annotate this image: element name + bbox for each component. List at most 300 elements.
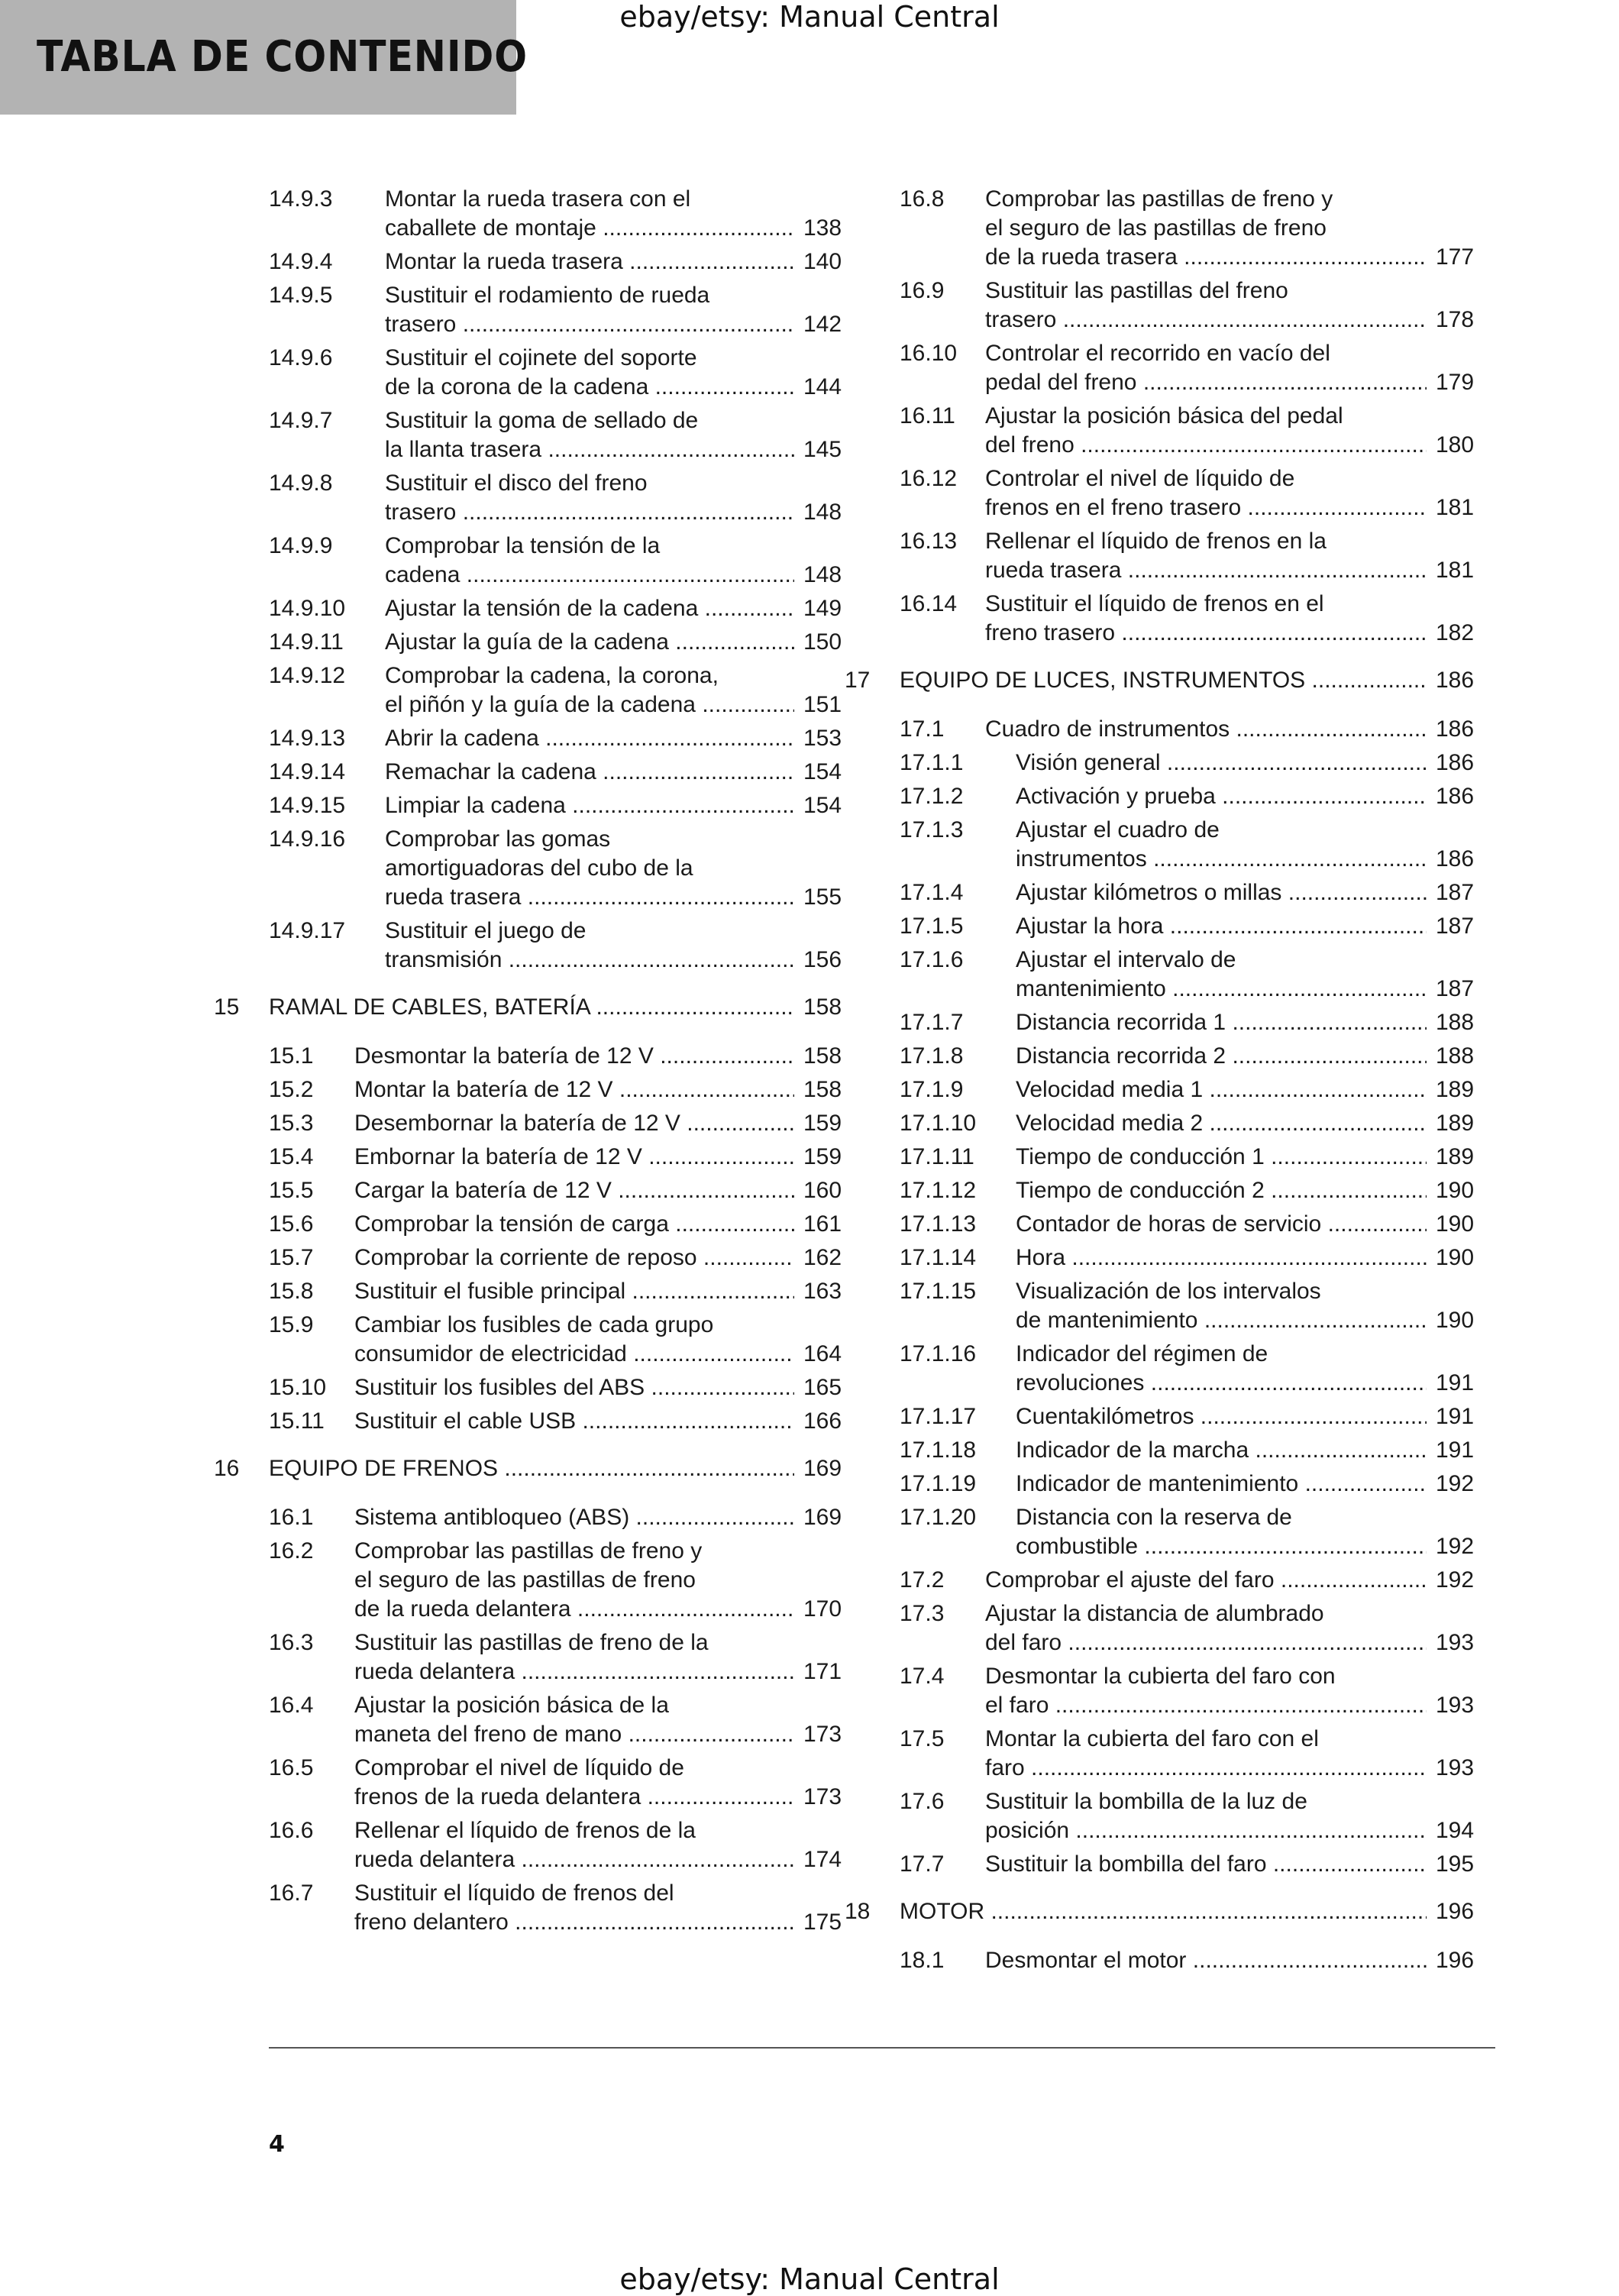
toc-entry-number: 14.9.12 [269,663,346,688]
toc-section-number: 17 [845,668,871,693]
toc-entry[interactable] [900,816,1495,874]
toc-page-number: 165 [803,1375,842,1400]
toc-entry-number: 17.3 [900,1601,945,1626]
toc-entry[interactable] [900,1143,1495,1172]
toc-page-number: 161 [803,1211,842,1237]
toc-page-number: 173 [803,1722,842,1747]
toc-entry[interactable] [900,749,1495,778]
toc-section[interactable] [845,666,1495,695]
toc-title-line: mantenimiento ..... [1016,975,1427,1004]
toc-title-line: EQUIPO DE FRENOS ..... [269,1454,794,1483]
toc-page-number: 177 [1436,244,1475,270]
toc-title-line: el piñón y la guía de la cadena ..... [385,690,794,720]
toc-entry[interactable] [269,1373,863,1402]
toc-section-number: 15 [214,994,240,1020]
toc-entry-number: 14.9.6 [269,345,333,370]
toc-title-line: Limpiar la cadena ..... [385,791,794,820]
toc-entry[interactable] [269,1277,863,1306]
toc-entry-number: 15.10 [269,1375,327,1400]
toc-section[interactable] [214,993,863,1022]
toc-page-number: 195 [1436,1851,1475,1877]
toc-title-line: maneta del freno de mano ..... [354,1720,794,1749]
toc-title-line: Distancia recorrida 2 ..... [1016,1042,1427,1071]
toc-left-column [214,185,863,1942]
toc-title-line: Ajustar la posición básica de la [354,1693,669,1718]
toc-title-line: combustible ..... [1016,1532,1427,1561]
toc-entry[interactable] [900,1042,1495,1071]
toc-page-number: 158 [803,994,842,1020]
toc-entry[interactable] [269,1176,863,1205]
toc-entry[interactable] [269,1210,863,1239]
toc-title-line: Ajustar la posición básica del pedal [985,403,1343,428]
toc-entry[interactable] [900,782,1495,811]
toc-page-number: 194 [1436,1818,1475,1843]
toc-entry[interactable] [269,1311,863,1369]
toc-title-line: Desmontar la batería de 12 V ..... [354,1042,794,1071]
toc-entry[interactable] [900,715,1495,744]
toc-page-number: 159 [803,1111,842,1136]
toc-right-column [845,185,1495,1980]
toc-page-number: 192 [1436,1534,1475,1559]
toc-entry[interactable] [900,912,1495,941]
toc-entry[interactable] [900,590,1495,648]
toc-page-number: 166 [803,1408,842,1434]
toc-entry[interactable] [900,1566,1495,1595]
toc-title-line: Montar la batería de 12 V ..... [354,1075,794,1104]
toc-page-number: 138 [803,215,842,241]
toc-title-line: Sustituir el juego de [385,918,587,943]
toc-title-line: Ajustar kilómetros o millas ..... [1016,878,1427,907]
toc-entry[interactable] [900,464,1495,522]
toc-page-number: 193 [1436,1693,1475,1718]
toc-title-line: Ajustar la tensión de la cadena ..... [385,594,794,623]
toc-entry-number: 14.9.3 [269,186,333,212]
toc-page-number: 158 [803,1077,842,1102]
toc-entry[interactable] [269,1143,863,1172]
toc-entry[interactable] [900,1725,1495,1783]
toc-entry-number: 17.5 [900,1726,945,1751]
toc-title-line: Desembornar la batería de 12 V ..... [354,1109,794,1138]
toc-title-line: Comprobar las pastillas de freno y [354,1538,703,1564]
toc-title-line: de la corona de la cadena ..... [385,373,794,402]
toc-entry[interactable] [900,1787,1495,1845]
toc-title-line: Tiempo de conducción 2 ..... [1016,1176,1427,1205]
toc-entry[interactable] [900,402,1495,460]
toc-page-number: 154 [803,759,842,784]
toc-title-line: Remachar la cadena ..... [385,758,794,787]
toc-page-number: 189 [1436,1077,1475,1102]
toc-title-line: Cargar la batería de 12 V ..... [354,1176,794,1205]
toc-title-line: Distancia con la reserva de [1016,1505,1292,1530]
toc-entry-number: 14.9.8 [269,471,333,496]
toc-entry[interactable] [269,1109,863,1138]
toc-title-line: Cambiar los fusibles de cada grupo [354,1312,714,1337]
toc-entry[interactable] [900,276,1495,335]
toc-entry-number: 17.1.16 [900,1341,977,1366]
toc-page-number: 191 [1436,1370,1475,1395]
toc-entry-number: 17.1.20 [900,1505,977,1530]
toc-title-line: el seguro de las pastillas de freno [354,1567,696,1593]
toc-title-line: Sustituir el líquido de frenos en el [985,591,1324,616]
toc-title-line: rueda trasera ..... [385,883,794,912]
toc-page-number: 150 [803,629,842,655]
toc-entry-number: 14.9.11 [269,629,344,655]
toc-entry-number: 17.1.17 [900,1404,977,1429]
toc-title-line: de la rueda trasera ..... [985,243,1427,272]
toc-entry-number: 14.9.13 [269,726,346,751]
toc-entry[interactable] [900,1503,1495,1561]
toc-title-line: Montar la cubierta del faro con el [985,1726,1319,1751]
toc-entry-number: 16.9 [900,278,945,303]
toc-entry-number: 17.1.13 [900,1211,977,1237]
toc-title-line: cadena ..... [385,561,794,590]
toc-entry-number: 15.7 [269,1245,314,1270]
toc-page-number: 174 [803,1847,842,1872]
toc-title-line: consumidor de electricidad ..... [354,1340,794,1369]
toc-page-number: 163 [803,1279,842,1304]
toc-title-line: Comprobar el nivel de líquido de [354,1755,684,1780]
toc-entry-number: 17.1.15 [900,1279,977,1304]
toc-page-number: 191 [1436,1404,1475,1429]
toc-title-line: Ajustar la distancia de alumbrado [985,1601,1324,1626]
toc-title-line: Sustituir la bombilla de la luz de [985,1789,1307,1814]
toc-entry[interactable] [269,1816,863,1874]
toc-page-number: 148 [803,562,842,587]
toc-entry[interactable] [900,1946,1495,1975]
toc-entry[interactable] [900,1850,1495,1879]
toc-entry[interactable] [900,339,1495,397]
toc-title-line: frenos de la rueda delantera ..... [354,1783,794,1812]
toc-title-line: Sustituir el fusible principal ..... [354,1277,794,1306]
toc-page-number: 156 [803,947,842,972]
toc-title-line: RAMAL DE CABLES, BATERÍA ..... [269,993,794,1022]
toc-page-number: 189 [1436,1144,1475,1169]
toc-entry[interactable] [269,281,863,339]
toc-page-number: 193 [1436,1755,1475,1780]
toc-entry-number: 14.9.16 [269,826,346,852]
toc-page-number: 196 [1436,1899,1475,1924]
toc-section[interactable] [214,1454,863,1483]
toc-page-number: 187 [1436,976,1475,1001]
toc-entry-number: 17.1.9 [900,1077,964,1102]
toc-title-line: Comprobar el ajuste del faro ..... [985,1566,1427,1595]
toc-page-number: 170 [803,1596,842,1622]
toc-title-line: freno delantero ..... [354,1908,794,1937]
toc-entry[interactable] [269,1691,863,1749]
toc-title-line: MOTOR ..... [900,1897,1427,1926]
toc-title-line: Ajustar el cuadro de [1016,817,1220,842]
toc-entry[interactable] [900,527,1495,585]
toc-title-line: la llanta trasera ..... [385,435,794,464]
toc-page-number: 148 [803,500,842,525]
toc-entry-number: 14.9.17 [269,918,346,943]
toc-entry[interactable] [269,1075,863,1104]
toc-page-number: 145 [803,437,842,462]
toc-entry[interactable] [900,1436,1495,1465]
toc-entry[interactable] [269,247,863,276]
toc-entry[interactable] [269,1407,863,1436]
toc-entry[interactable] [269,1042,863,1071]
toc-page-number: 140 [803,249,842,274]
toc-title-line: Sustituir las pastillas de freno de la [354,1630,709,1655]
toc-title-line: Hora ..... [1016,1243,1427,1273]
toc-entry[interactable] [269,791,863,820]
toc-page-number: 190 [1436,1211,1475,1237]
toc-title-line: frenos en el freno trasero ..... [985,493,1427,522]
toc-entry-number: 17.1 [900,716,945,742]
toc-entry-number: 17.2 [900,1567,945,1593]
toc-entry[interactable] [900,946,1495,1004]
watermark-top: ebay/etsy: Manual Central [619,0,1000,34]
toc-entry[interactable] [900,1340,1495,1398]
toc-title-line: Distancia recorrida 1 ..... [1016,1008,1427,1037]
toc-page-number: 178 [1436,307,1475,332]
toc-page-number: 192 [1436,1471,1475,1496]
toc-entry-number: 17.1.2 [900,784,964,809]
toc-entry-number: 15.8 [269,1279,314,1304]
toc-page-number: 169 [803,1456,842,1481]
toc-entry[interactable] [269,344,863,402]
toc-entry[interactable] [269,1754,863,1812]
toc-entry-number: 15.6 [269,1211,314,1237]
toc-entry-number: 15.11 [269,1408,325,1434]
toc-entry-number: 14.9.9 [269,533,333,558]
toc-page-number: 154 [803,793,842,818]
toc-page-number: 188 [1436,1043,1475,1069]
toc-title-line: Tiempo de conducción 1 ..... [1016,1143,1427,1172]
toc-page-number: 193 [1436,1630,1475,1655]
toc-entry-number: 15.2 [269,1077,314,1102]
toc-entry[interactable] [900,185,1495,272]
toc-entry[interactable] [269,628,863,657]
toc-entry[interactable] [269,1879,863,1937]
toc-entry-number: 17.1.5 [900,914,964,939]
toc-title-line: EQUIPO DE LUCES, INSTRUMENTOS ..... [900,666,1427,695]
toc-page-number: 175 [803,1910,842,1935]
toc-page-number: 186 [1436,668,1475,693]
toc-entry-number: 16.14 [900,591,958,616]
toc-page-number: 169 [803,1505,842,1530]
toc-title-line: trasero ..... [985,306,1427,335]
toc-entry[interactable] [900,1109,1495,1138]
toc-title-line: el faro ..... [985,1691,1427,1720]
toc-entry[interactable] [269,469,863,527]
toc-page-number: 179 [1436,370,1475,395]
toc-title-line: Comprobar la cadena, la corona, [385,663,719,688]
toc-title-line: transmisión ..... [385,946,794,975]
toc-title-line: Sustituir el rodamiento de rueda [385,283,710,308]
toc-entry-number: 17.1.6 [900,947,964,972]
toc-title-line: Embornar la batería de 12 V ..... [354,1143,794,1172]
toc-page-number: 142 [803,312,842,337]
toc-title-line: Comprobar la tensión de la [385,533,661,558]
toc-title-line: Contador de horas de servicio ..... [1016,1210,1427,1239]
toc-title-line: Comprobar las gomas [385,826,611,852]
toc-title-line: Montar la rueda trasera con el [385,186,691,212]
toc-page-number: 180 [1436,432,1475,458]
toc-entry-number: 17.1.18 [900,1437,977,1463]
toc-page-number: 162 [803,1245,842,1270]
toc-title-line: instrumentos ..... [1016,845,1427,874]
watermark-bottom: ebay/etsy: Manual Central [619,2262,1000,2296]
toc-entry-number: 16.4 [269,1693,314,1718]
toc-entry-number: 17.1.7 [900,1010,964,1035]
toc-title-line: del freno ..... [985,431,1427,460]
toc-entry-number: 15.1 [269,1043,314,1069]
toc-entry-number: 16.10 [900,341,958,366]
toc-page-number: 190 [1436,1308,1475,1333]
toc-entry[interactable] [269,594,863,623]
toc-entry[interactable] [900,1243,1495,1273]
toc-title-line: Sustituir la bombilla del faro ..... [985,1850,1427,1879]
toc-title-line: Ajustar la guía de la cadena ..... [385,628,794,657]
toc-entry[interactable] [900,1075,1495,1104]
toc-entry-number: 16.3 [269,1630,314,1655]
toc-title-line: Visión general ..... [1016,749,1427,778]
toc-title-line: Sustituir las pastillas del freno [985,278,1288,303]
toc-title-line: Sustituir la goma de sellado de [385,408,699,433]
toc-page-number: 186 [1436,784,1475,809]
toc-entry-number: 17.1.10 [900,1111,977,1136]
toc-title-line: el seguro de las pastillas de freno [985,215,1327,241]
toc-page-number: 164 [803,1341,842,1366]
toc-entry[interactable] [269,185,863,243]
toc-page-number: 191 [1436,1437,1475,1463]
toc-entry-number: 17.4 [900,1664,945,1689]
toc-title-line: Cuadro de instrumentos ..... [985,715,1427,744]
toc-page-number: 155 [803,884,842,910]
toc-page-number: 173 [803,1784,842,1809]
toc-title-line: Sistema antibloqueo (ABS) ..... [354,1503,794,1532]
toc-title-line: del faro ..... [985,1628,1427,1657]
toc-title-line: trasero ..... [385,498,794,527]
toc-page-number: 186 [1436,846,1475,872]
toc-title-line: revoluciones ..... [1016,1369,1427,1398]
toc-entry-number: 17.1.1 [900,750,964,775]
toc-title-line: Rellenar el líquido de frenos en la [985,529,1327,554]
toc-title-line: Sustituir el cable USB ..... [354,1407,794,1436]
toc-page-number: 192 [1436,1567,1475,1593]
toc-title-line: Desmontar el motor ..... [985,1946,1427,1975]
toc-entry-number: 17.1.12 [900,1178,977,1203]
toc-page-number: 159 [803,1144,842,1169]
toc-page-number: 181 [1436,558,1475,583]
toc-entry[interactable] [269,532,863,590]
toc-entry[interactable] [900,1662,1495,1720]
toc-page-number: 187 [1436,880,1475,905]
toc-entry[interactable] [269,1243,863,1273]
toc-entry[interactable] [900,1008,1495,1037]
toc-section[interactable] [845,1897,1495,1926]
toc-title-line: rueda delantera ..... [354,1657,794,1686]
toc-entry-number: 16.6 [269,1818,314,1843]
toc-title-line: Desmontar la cubierta del faro con [985,1664,1336,1689]
toc-entry-number: 17.1.11 [900,1144,974,1169]
toc-entry[interactable] [900,878,1495,907]
toc-title-line: Comprobar las pastillas de freno y [985,186,1333,212]
toc-page-number: 182 [1436,620,1475,645]
toc-title-line: caballete de montaje ..... [385,214,794,243]
toc-title-line: freno trasero ..... [985,619,1427,648]
toc-title-line: Montar la rueda trasera ..... [385,247,794,276]
toc-entry-number: 18.1 [900,1948,945,1973]
toc-page-number: 189 [1436,1111,1475,1136]
toc-entry-number: 17.6 [900,1789,945,1814]
toc-entry[interactable] [269,1628,863,1686]
toc-title-line: Velocidad media 2 ..... [1016,1109,1427,1138]
toc-page-number: 151 [803,692,842,717]
toc-title-line: Comprobar la tensión de carga ..... [354,1210,794,1239]
toc-entry-number: 14.9.10 [269,596,346,621]
toc-title-line: pedal del freno ..... [985,368,1427,397]
toc-entry-number: 17.1.8 [900,1043,964,1069]
toc-section-number: 16 [214,1456,240,1481]
toc-title-line: Comprobar la corriente de reposo ..... [354,1243,794,1273]
page-title: TABLA DE CONTENIDO [37,32,528,82]
toc-title-line: Velocidad media 1 ..... [1016,1075,1427,1104]
toc-entry[interactable] [269,724,863,753]
toc-section-number: 18 [845,1899,871,1924]
toc-entry-number: 17.1.14 [900,1245,977,1270]
toc-entry[interactable] [900,1402,1495,1431]
toc-title-line: Indicador de la marcha ..... [1016,1436,1427,1465]
toc-title-line: Sustituir el cojinete del soporte [385,345,697,370]
toc-entry-number: 14.9.14 [269,759,346,784]
toc-title-line: Controlar el recorrido en vacío del [985,341,1330,366]
toc-entry-number: 16.1 [269,1505,314,1530]
toc-page-number: 181 [1436,495,1475,520]
toc-entry-number: 14.9.15 [269,793,346,818]
toc-entry[interactable] [900,1210,1495,1239]
toc-page-number: 149 [803,596,842,621]
toc-title-line: Sustituir el disco del freno [385,471,648,496]
footer-divider [269,2047,1495,2049]
toc-title-line: rueda trasera ..... [985,556,1427,585]
toc-title-line: Controlar el nivel de líquido de [985,466,1295,491]
toc-entry[interactable] [900,1599,1495,1657]
toc-entry[interactable] [900,1176,1495,1205]
toc-entry[interactable] [269,917,863,975]
toc-entry-number: 14.9.5 [269,283,333,308]
toc-entry-number: 15.9 [269,1312,314,1337]
toc-entry[interactable] [269,661,863,720]
toc-page-number: 187 [1436,914,1475,939]
toc-page-number: 153 [803,726,842,751]
toc-entry[interactable] [900,1470,1495,1499]
toc-entry[interactable] [269,825,863,912]
toc-entry-number: 17.7 [900,1851,945,1877]
toc-title-line: Rellenar el líquido de frenos de la [354,1818,696,1843]
toc-title-line: posición ..... [985,1816,1427,1845]
toc-entry-number: 16.8 [900,186,945,212]
toc-title-line: Ajustar el intervalo de [1016,947,1236,972]
toc-title-line: Indicador del régimen de [1016,1341,1268,1366]
toc-entry[interactable] [269,1503,863,1532]
toc-page-number: 158 [803,1043,842,1069]
page-number: 4 [269,2131,285,2158]
toc-page-number: 190 [1436,1245,1475,1270]
toc-entry[interactable] [269,1537,863,1624]
toc-page-number: 144 [803,374,842,399]
toc-title-line: Abrir la cadena ..... [385,724,794,753]
toc-entry[interactable] [269,758,863,787]
toc-title-line: rueda delantera ..... [354,1845,794,1874]
toc-entry-number: 14.9.4 [269,249,333,274]
toc-entry[interactable] [269,406,863,464]
toc-page-number: 196 [1436,1948,1475,1973]
toc-entry[interactable] [900,1277,1495,1335]
toc-title-line: Visualización de los intervalos [1016,1279,1321,1304]
